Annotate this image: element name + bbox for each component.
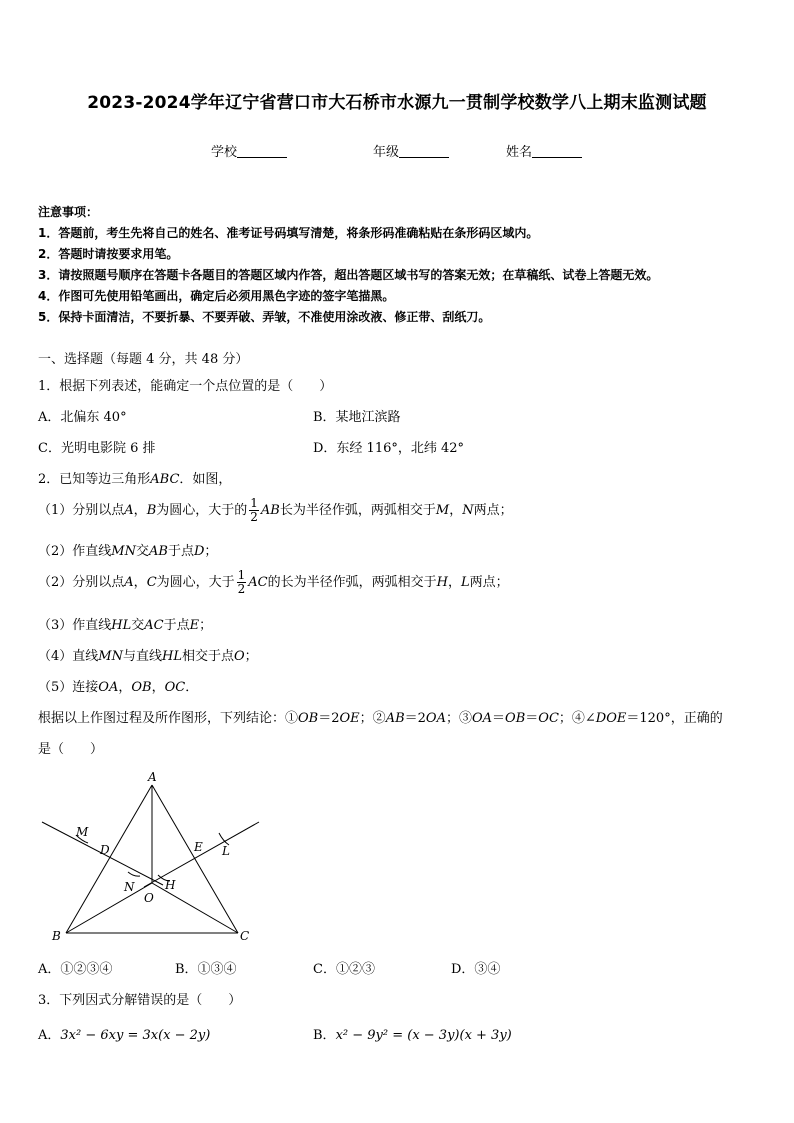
grade-label: 年级 [373,145,400,160]
side-ac [152,785,238,933]
q2-step-3: （2）分别以点A，C为圆心，大于 $\frac{1}{2}$ AC的长为半径作弧，两弧相交于H，L两点； [38,568,509,596]
q2-step-5: （4）直线MN与直线HL相交于点O； [38,649,258,664]
note-item: 1．答题前，考生先将自己的姓名、准考证号码填写清楚，将条形码准确粘贴在条形码区域内。 [38,226,539,240]
label-h: H [165,878,176,892]
geometry-figure [36,765,268,945]
label-e: E [194,840,203,854]
section-heading: 一、选择题（每题 4 分，共 48 分） [38,352,249,367]
notes-heading: 注意事项： [38,205,99,219]
q2-step-4: （3）作直线HL交AC于点E； [38,618,213,633]
fraction-half: $\frac{1}{2}$ [250,496,258,524]
q1-option-d[interactable]: D．东经 116°，北纬 42° [313,441,465,456]
label-o: O [144,891,154,905]
note-item: 5．保持卡面清洁，不要折暴、不要弄破、弄皱，不准使用涂改液、修正带、刮纸刀。 [38,310,491,324]
label-d: D [100,843,110,857]
q3-stem: 3．下列因式分解错误的是（ ） [38,993,242,1008]
note-item: 3．请按照题号顺序在答题卡各题目的答题区域内作答，超出答题区域书写的答案无效；在草稿纸、试卷上答题无效。 [38,268,659,282]
q2-conclusion-end: 是（ ） [38,742,104,757]
name-blank[interactable] [532,145,582,158]
q1-option-b[interactable]: B．某地江滨路 [313,410,401,425]
name-field [506,141,582,160]
q2-option-c[interactable]: C．①②③ [313,962,375,977]
note-item: 2．答题时请按要求用笔。 [38,247,179,261]
grade-blank[interactable] [399,145,449,158]
q1-option-c[interactable]: C．光明电影院 6 排 [38,441,156,456]
q3-option-b-expr: x² − 9y² = (x − 3y)(x + 3y) [335,1028,512,1043]
q3-option-a[interactable]: A．3x² − 6xy = 3x(x − 2y) [38,1028,211,1043]
side-ab [66,785,152,933]
q2-step-1: （1）分别以点A，B为圆心，大于的 $\frac{1}{2}$ AB长为半径作弧，两弧相交于M，N两点； [38,496,513,524]
school-field [211,141,287,160]
name-label: 姓名 [506,145,533,160]
note-item: 4．作图可先使用铅笔画出，确定后必须用黑色字迹的签字笔描黑。 [38,289,395,303]
segment-ob [66,883,152,933]
exam-title: 2023-2024学年辽宁省营口市大石桥市水源九一贯制学校数学八上期末监测试题 [87,93,707,113]
label-n: N [124,880,135,894]
label-a: A [148,770,157,784]
label-l: L [222,844,230,858]
q2-option-b[interactable]: B．①③④ [175,962,237,977]
q1-stem: 1．根据下列表述，能确定一个点位置的是（ ） [38,379,333,394]
q1-option-a[interactable]: A．北偏东 40° [38,410,127,425]
fraction-half: $\frac{1}{2}$ [237,568,246,596]
school-blank[interactable] [237,145,287,158]
q2-step-6: （5）连接OA，OB，OC． [38,680,199,695]
label-b: B [52,929,61,943]
q2-stem: 2．已知等边三角形ABC．如图， [38,472,232,487]
q3-option-b[interactable]: B．x² − 9y² = (x − 3y)(x + 3y) [313,1028,512,1043]
grade-field [373,141,449,160]
label-m: M [76,825,89,839]
q2-conclusion: 根据以上作图过程及所作图形，下列结论：①OB＝2OE；②AB＝2OA；③OA＝OB＝OC；④∠DOE＝120°，正确的 [38,711,723,726]
label-c: C [240,929,250,943]
school-label: 学校 [211,145,238,160]
q2-option-d[interactable]: D．③④ [451,962,501,977]
q3-option-a-expr: 3x² − 6xy = 3x(x − 2y) [60,1028,211,1043]
q2-option-a[interactable]: A．①②③④ [38,962,113,977]
q2-step-2: （2）作直线MN交AB于点D； [38,544,218,559]
